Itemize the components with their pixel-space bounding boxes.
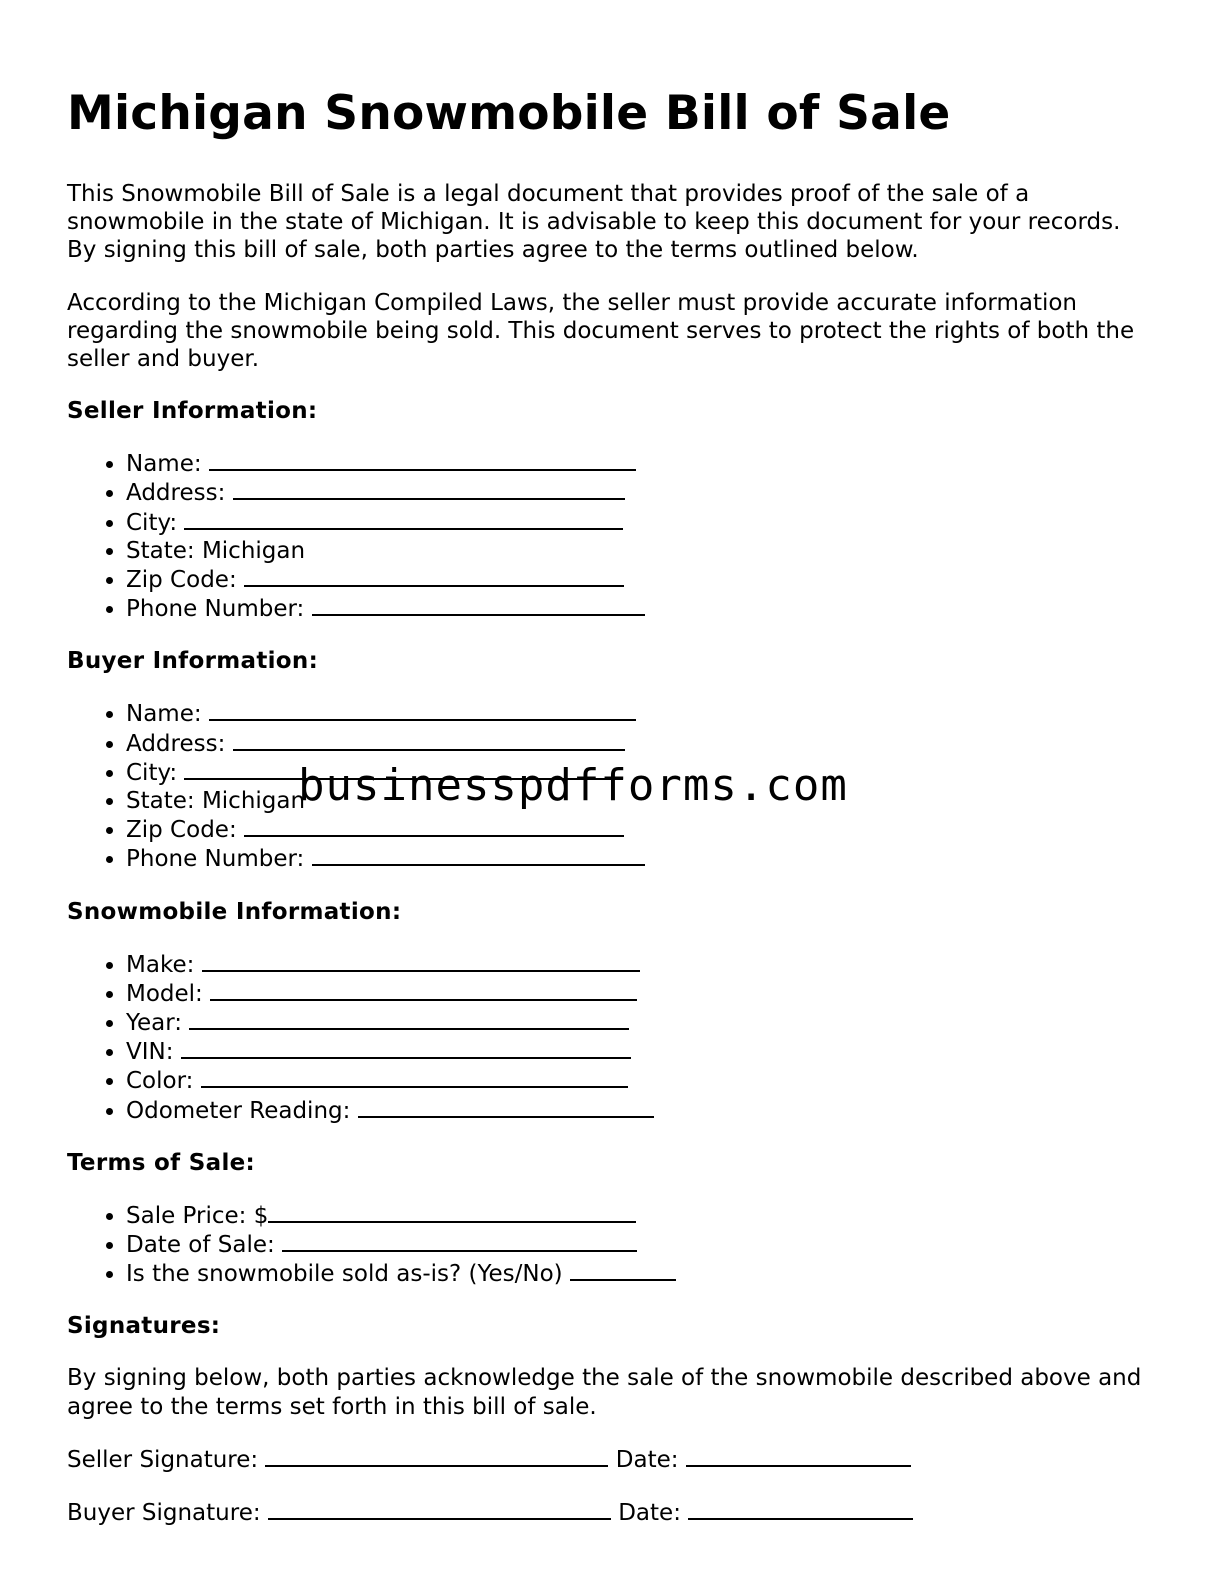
buyer-state-field: • State: Michigan: [126, 787, 1147, 815]
odometer-field[interactable]: • Odometer Reading:: [126, 1096, 1147, 1125]
signatures-heading: Signatures:: [67, 1313, 221, 1340]
date-of-sale-field[interactable]: • Date of Sale:: [126, 1230, 1147, 1259]
watermark-text: businesspdfforms.com: [298, 760, 848, 811]
buyer-city-field[interactable]: • City:: [126, 758, 1147, 787]
seller-name-field[interactable]: • Name:: [126, 449, 1147, 478]
terms-fields: [67, 1201, 1147, 1289]
buyer-signature-row: [67, 1498, 1147, 1527]
snowmobile-heading: Snowmobile Information:: [67, 898, 402, 925]
seller-signature-row: [67, 1445, 1147, 1474]
vin-field[interactable]: • VIN:: [126, 1037, 1147, 1066]
sale-price-field[interactable]: • Sale Price: $: [126, 1201, 1147, 1230]
buyer-address-field[interactable]: • Address:: [126, 729, 1147, 758]
buyer-heading: Buyer Information:: [67, 648, 319, 675]
intro-paragraph-1: This Snowmobile Bill of Sale is a legal document that provides proof of the sale of a snowmobile in the state of Michigan. It is advisable to keep this document for your records. By signing this bill of sale, both parties agree to the terms outlined below.: [67, 181, 1121, 264]
model-field[interactable]: • Model:: [126, 979, 1147, 1008]
document-page: [67, 84, 1147, 1551]
as-is-field[interactable]: • Is the snowmobile sold as-is? (Yes/No): [126, 1259, 1147, 1288]
seller-zip-field[interactable]: • Zip Code:: [126, 565, 1147, 594]
intro-paragraph-2: According to the Michigan Compiled Laws, the seller must provide accurate information regarding the snowmobile being sold. This document serves to protect the rights of both the seller and buyer.: [67, 289, 1135, 373]
buyer-phone-field[interactable]: • Phone Number:: [126, 844, 1147, 873]
terms-heading: Terms of Sale:: [67, 1149, 256, 1176]
seller-state-field: • State: Michigan: [126, 537, 1147, 565]
buyer-signature-line[interactable]: [268, 1498, 611, 1520]
seller-phone-field[interactable]: • Phone Number:: [126, 594, 1147, 623]
seller-city-field[interactable]: • City:: [126, 508, 1147, 537]
buyer-zip-field[interactable]: • Zip Code:: [126, 815, 1147, 844]
make-field[interactable]: • Make:: [126, 950, 1147, 979]
seller-address-field[interactable]: • Address:: [126, 478, 1147, 507]
document-title: Michigan Snowmobile Bill of Sale: [67, 86, 951, 141]
snowmobile-fields: [67, 950, 1147, 1125]
buyer-date-line[interactable]: [688, 1498, 913, 1520]
seller-fields: [67, 449, 1147, 623]
seller-heading: Seller Information:: [67, 398, 318, 425]
buyer-date-label: Date:: [618, 1499, 681, 1526]
buyer-signature-label: Buyer Signature:: [67, 1499, 261, 1526]
signatures-text: By signing below, both parties acknowledge the sale of the snowmobile described above and agree to the terms set forth in this bill of sale.: [67, 1365, 1142, 1420]
year-field[interactable]: • Year:: [126, 1008, 1147, 1037]
seller-signature-label: Seller Signature:: [67, 1446, 259, 1473]
color-field[interactable]: • Color:: [126, 1066, 1147, 1095]
seller-date-line[interactable]: [686, 1445, 911, 1467]
seller-date-label: Date:: [615, 1446, 679, 1473]
buyer-name-field[interactable]: • Name:: [126, 699, 1147, 728]
seller-signature-line[interactable]: [265, 1445, 608, 1467]
